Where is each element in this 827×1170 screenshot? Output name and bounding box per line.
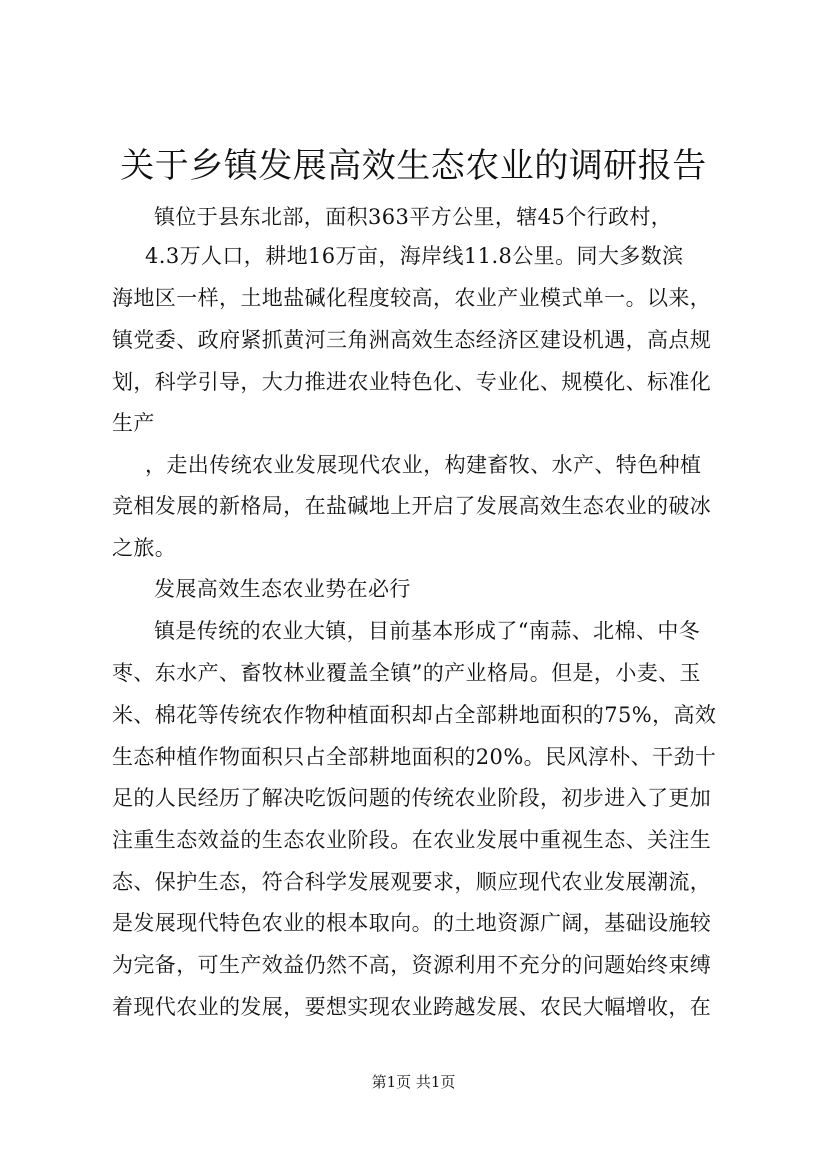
body-line: 竞相发展的新格局，在盐碱地上开启了发展高效生态农业的破冰 bbox=[112, 494, 712, 518]
body-line: 注重生态效益的生态农业阶段。在农业发展中重视生态、关注生 bbox=[112, 828, 712, 852]
body-line: 足的人民经历了解决吃饭问题的传统农业阶段，初步进入了更加 bbox=[112, 786, 712, 810]
page-number: 第1页 共1页 bbox=[371, 1073, 456, 1091]
body-line: 着现代农业的发展，要想实现农业跨越发展、农民大幅增收，在 bbox=[112, 995, 712, 1019]
body-line: 米、棉花等传统农作物种植面积却占全部耕地面积的75%，高效 bbox=[112, 703, 717, 727]
body-line: 4.3万人口，耕地16万亩，海岸线11.8公里。同大多数滨 bbox=[145, 244, 684, 268]
body-line: 态、保护生态，符合科学发展观要求，顺应现代农业发展潮流， bbox=[112, 870, 712, 894]
body-line: 是发展现代特色农业的根本取向。的土地资源广阔，基础设施较 bbox=[112, 911, 712, 935]
body-line: 海地区一样，土地盐碱化程度较高，农业产业模式单一。以来， bbox=[112, 286, 712, 310]
body-line: 镇党委、政府紧抓黄河三角洲高效生态经济区建设机遇，高点规 bbox=[112, 328, 712, 352]
section-heading: 发展高效生态农业势在必行 bbox=[154, 577, 411, 601]
body-line: ，走出传统农业发展现代农业，构建畜牧、水产、特色种植 bbox=[145, 453, 702, 477]
body-line: 镇位于县东北部，面积363平方公里，辖45个行政村， bbox=[154, 205, 673, 229]
body-line: 枣、东水产、畜牧林业覆盖全镇”的产业格局。但是，小麦、玉 bbox=[112, 661, 701, 685]
body-line: 划，科学引导，大力推进农业特色化、专业化、规模化、标准化 bbox=[112, 370, 712, 394]
body-line: 之旅。 bbox=[112, 536, 177, 560]
body-line: 生态种植作物面积只占全部耕地面积的20%。民风淳朴、干劲十 bbox=[112, 745, 717, 769]
body-line: 镇是传统的农业大镇，目前基本形成了“南蒜、北棉、中冬 bbox=[154, 619, 701, 643]
document-title: 关于乡镇发展高效生态农业的调研报告 bbox=[120, 146, 707, 186]
body-line: 生产 bbox=[112, 411, 155, 435]
body-line: 为完备，可生产效益仍然不高，资源利用不充分的问题始终束缚 bbox=[112, 953, 712, 977]
